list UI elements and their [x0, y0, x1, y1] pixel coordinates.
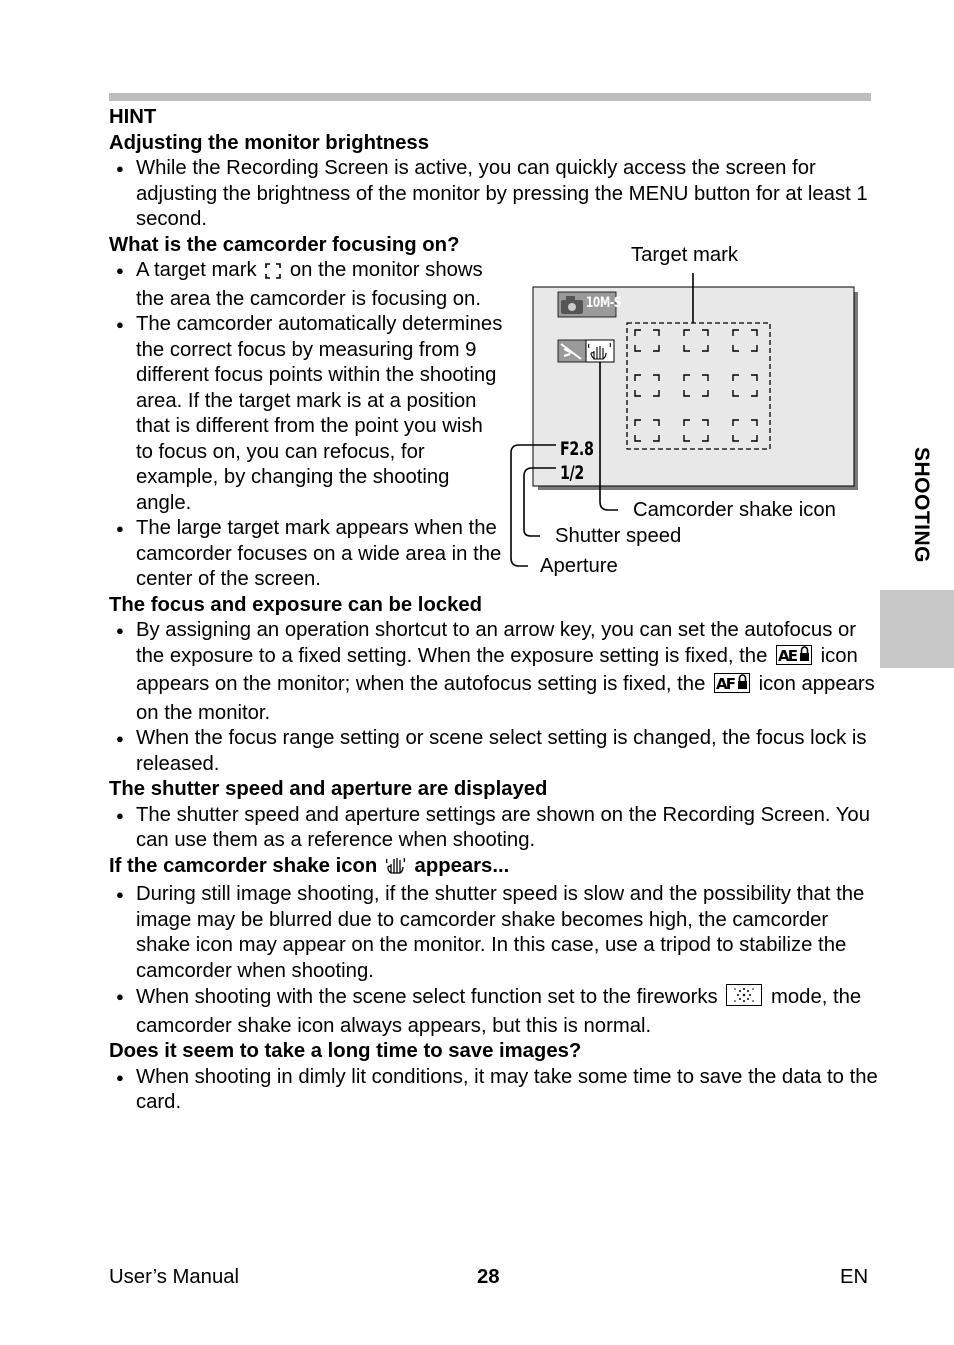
- list-item: ● The camcorder automatically determines the correct focus by measuring from 9 different focus points within the shooting area. If the target mark is at a position that is different from the point you wish to focus on, you can refocus, for example, by changing the shooting angle.: [109, 312, 504, 516]
- brightness-heading: Adjusting the monitor brightness: [109, 131, 429, 154]
- list-item: ● When the focus range setting or scene select setting is changed, the focus lock is released.: [109, 726, 879, 777]
- shake-heading: If the camcorder shake icon appears...: [109, 854, 879, 883]
- shake-icon-label: Camcorder shake icon: [633, 499, 836, 521]
- page-number: 28: [477, 1266, 500, 1288]
- shutter-list: [109, 803, 879, 854]
- shutter-value: 1/2: [560, 462, 584, 484]
- list-item: ● While the Recording Screen is active, you can quickly access the screen for adjusting the brightness of the monitor by pressing the MENU button for at least 1 second.: [109, 156, 879, 233]
- svg-text:AF: AF: [716, 675, 736, 693]
- target-mark-label: Target mark: [631, 244, 739, 266]
- svg-text:AE: AE: [777, 646, 798, 665]
- resolution-badge: 10M-S: [586, 295, 622, 311]
- list-item: ● When shooting with the scene select function set to the fireworks mode, the camcorder shake icon always appears, but this is normal.: [109, 984, 879, 1039]
- target-mark-icon: [265, 261, 281, 287]
- list-item: ● A target mark on the monitor shows the area the camcorder is focusing on.: [109, 258, 504, 312]
- aperture-value: F2.8: [560, 438, 594, 460]
- list-item: ● The shutter speed and aperture settings are shown on the Recording Screen. You can use them as a reference when shooting.: [109, 803, 879, 854]
- shutter-speed-label: Shutter speed: [555, 525, 682, 547]
- footer-manual: User’s Manual: [109, 1266, 240, 1288]
- list-item: ● When shooting in dimly lit conditions, it may take some time to save the data to the card.: [109, 1065, 879, 1116]
- shake-list: [109, 882, 879, 1039]
- brightness-list: [109, 156, 879, 233]
- af-lock-icon: [714, 673, 750, 701]
- list-item: ● During still image shooting, if the shutter speed is slow and the possibility that the image may be blurred due to camcorder shake becomes high, the camcorder shake icon may appear on the monitor. In this case, use a tripod to stabilize the camcorder when shooting.: [109, 882, 879, 984]
- fireworks-icon: [726, 984, 762, 1014]
- focusing-heading: What is the camcorder focusing on?: [109, 233, 460, 256]
- flash-off-icon: [558, 340, 586, 362]
- focusing-list: [109, 258, 504, 593]
- footer-language: EN: [840, 1266, 869, 1288]
- list-item: ● The large target mark appears when the camcorder focuses on a wide area in the center of the screen.: [109, 516, 504, 593]
- ae-lock-icon: [776, 645, 812, 673]
- list-item: ● By assigning an operation shortcut to an arrow key, you can set the autofocus or the exposure to a fixed setting. When the exposure setting is fixed, the AE icon appears on the monitor; when the autofocus setting is fixed, the AF icon appears on the monitor.: [109, 618, 879, 726]
- aperture-label: Aperture: [540, 555, 618, 577]
- lock-heading: The focus and exposure can be locked: [109, 593, 483, 616]
- top-rule: [109, 93, 871, 101]
- section-tab-marker: [880, 590, 954, 668]
- save-heading: Does it seem to take a long time to save images?: [109, 1040, 582, 1062]
- lock-list: [109, 618, 879, 777]
- section-tab-label: SHOOTING: [910, 447, 933, 564]
- hint-label: HINT: [109, 106, 157, 128]
- shutter-heading: The shutter speed and aperture are displayed: [109, 778, 548, 800]
- save-list: [109, 1065, 879, 1116]
- camcorder-shake-icon: [586, 340, 614, 362]
- camcorder-shake-icon: [386, 855, 406, 883]
- focusing-text: [109, 233, 504, 593]
- recording-screen-diagram: [500, 240, 880, 600]
